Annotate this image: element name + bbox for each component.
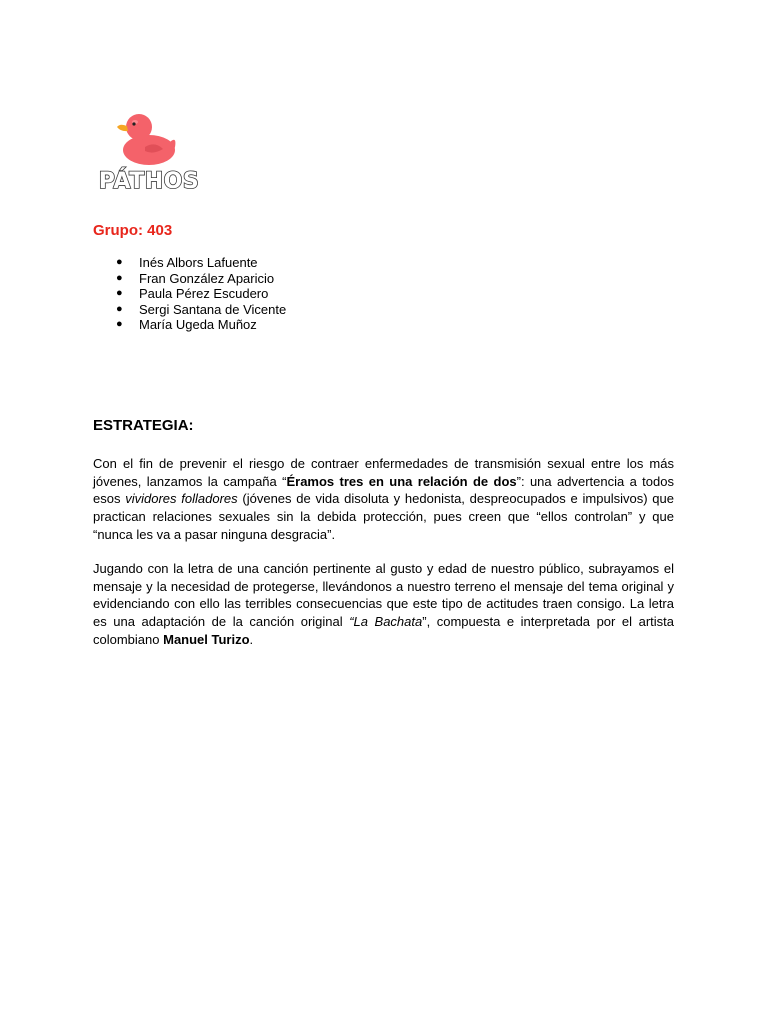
text-run: Jugando con la letra de una canción pertinente al gusto y edad de nuestro público, subrayamos el mensaje y la necesidad de protegerse, llevándonos a nuestro terreno el mensaje del tema original y evidenciando con ello las terribles consecuencias que este tipo de actitudes traen consigo. La letra es una adaptación de la canción original	[93, 561, 674, 630]
bullet-icon: ●	[116, 302, 123, 315]
members-list	[93, 255, 286, 333]
bullet-icon: ●	[116, 318, 123, 330]
list-item	[93, 317, 286, 333]
strategy-heading: ESTRATEGIA:	[93, 417, 194, 434]
song-title: “La Bachata	[349, 614, 423, 630]
rubber-duck-icon	[93, 103, 205, 173]
text-run: (jóvenes de vida disoluta y hedonista, despreocupados e impulsivos) que practican relaciones sexuales sin la debida protección, pues creen que “ellos controlan” y que “nunca les va a pasar ninguna desgracia”.	[93, 491, 674, 542]
campaign-name: Éramos tres en una relación de dos	[286, 473, 517, 489]
group-title: Grupo: 403	[93, 222, 173, 239]
list-item	[93, 286, 286, 302]
text-run: .	[249, 631, 254, 647]
artist-name: Manuel Turizo	[163, 631, 250, 647]
strategy-paragraph-1	[93, 455, 674, 544]
member-name: Inés Albors Lafuente	[139, 255, 258, 270]
pathos-logo	[93, 103, 205, 203]
member-name: Sergi Santana de Vicente	[139, 301, 287, 317]
member-name: Fran González Aparicio	[139, 270, 275, 286]
text-run: ”, compuesta e interpretada por el artista colombiano	[93, 614, 674, 647]
list-item	[93, 271, 286, 287]
logo-wordmark: PÁTHOS	[98, 169, 200, 194]
bullet-icon: ●	[116, 256, 123, 268]
italic-term: vividores folladores	[125, 491, 238, 507]
text-run: Con el fin de prevenir el riesgo de contraer enfermedades de transmisión sexual entre los más jóvenes, lanzamos la campaña “	[93, 456, 674, 489]
bullet-icon: ●	[116, 287, 123, 299]
bullet-icon: ●	[116, 271, 123, 284]
member-name: María Ugeda Muñoz	[139, 317, 257, 332]
member-name: Paula Pérez Escudero	[139, 286, 269, 301]
strategy-paragraph-2	[93, 560, 674, 649]
list-item	[93, 255, 286, 271]
list-item	[93, 302, 286, 318]
text-run: ”: una advertencia a todos esos	[93, 473, 674, 507]
